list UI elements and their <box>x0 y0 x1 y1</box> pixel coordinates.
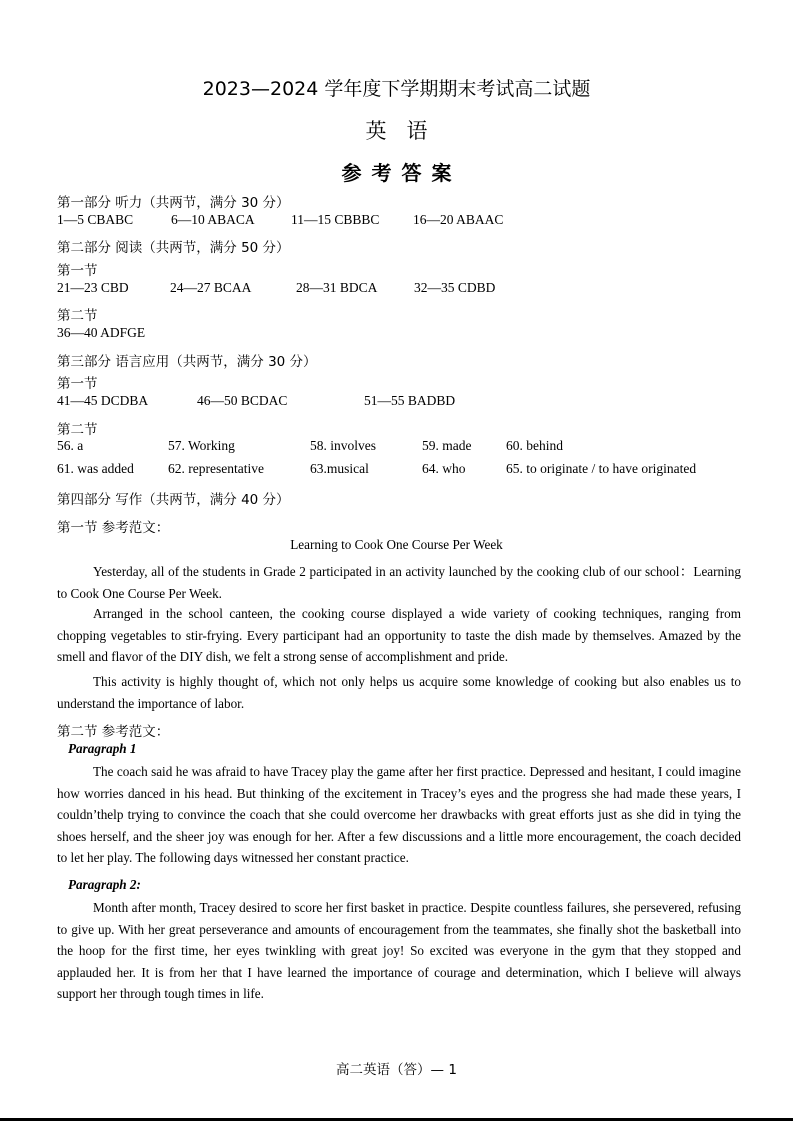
essay-paragraph <box>57 671 741 714</box>
essay-paragraph-text: Arranged in the school canteen, the cooking course displayed a wide variety of cooking techniques, ranging from chopping vegetables to stir-frying. Every participant had an opportunity to taste the dish made by themselves. Amazed by the smell and flavor of the DIY dish, we felt a strong sense of accomplishment and pride. <box>57 606 741 665</box>
part3-answer: 61. was added <box>57 461 134 476</box>
paragraph1-text: The coach said he was afraid to have Tracey play the game after her first practice. Depressed and hesitant, I could imagine how worries danced in his head. But thinking of the excitement in Tracey’s eyes and the progress she had made these years, I couldn’thelp trying to convince the coach that she could overcome her drawbacks with great efforts just as she did in tying the shoes herself, and the sheer joy was enough for her. After a few discussions and a little more encouragement, the coach decided to let her play. The following days witnessed her constant practice. <box>57 764 741 866</box>
part4-section1-label: 第一节 参考范文： <box>57 520 170 536</box>
essay-paragraph-text: This activity is highly thought of, which not only helps us acquire some knowledge of cooking but also enables us to understand the importance of labor. <box>57 674 741 711</box>
essay-paragraph-text: Yesterday, all of the students in Grade 2 participated in an activity launched by the cooking club of our school：Learning to Cook One Course Per Week. <box>57 564 741 601</box>
part3-answer: 58. involves <box>310 438 376 453</box>
essay-paragraph <box>57 603 741 668</box>
part3-section1-label: 第一节 <box>57 376 98 392</box>
part1-answer: 11—15 CBBBC <box>291 212 380 227</box>
part2-answer: 32—35 CDBD <box>414 280 496 295</box>
part3-answer: 57. Working <box>168 438 235 453</box>
part2-answer: 21—23 CBD <box>57 280 129 295</box>
paragraph1-label: Paragraph 1 <box>68 741 137 756</box>
subject-title: 英语 <box>365 119 448 143</box>
essay-title: Learning to Cook One Course Per Week <box>290 537 503 552</box>
part3-answer: 51—55 BADBD <box>364 393 456 408</box>
part3-answer: 62. representative <box>168 461 264 476</box>
part2-section1-label: 第一节 <box>57 263 98 279</box>
part3-answer: 60. behind <box>506 438 563 453</box>
part1-heading: 第一部分 听力（共两节，满分 30 分） <box>57 195 290 211</box>
paragraph2-text: Month after month, Tracey desired to score her first basket in practice. Despite countless failures, she persevered, refusing to give up. With her great perseverance and amounts of encouragement from the teammates, she finally shot the basketball into the hoop for the first time, her eyes twinkling with great joy! So excited was everyone in the gym that they stopped and applauded her. It is from her that I have learned the importance of courage and determination, which I believe will always support her through tough times in life. <box>57 900 741 1002</box>
part1-answer: 1—5 CBABC <box>57 212 134 227</box>
part3-section2-label: 第二节 <box>57 422 98 438</box>
part3-answer: 64. who <box>422 461 466 476</box>
part4-section2-label: 第二节 参考范文： <box>57 724 170 740</box>
part2-heading: 第二部分 阅读（共两节，满分 50 分） <box>57 240 290 256</box>
part3-answer: 56. a <box>57 438 84 453</box>
part3-answer: 46—50 BCDAC <box>197 393 288 408</box>
bottom-rule <box>0 1118 793 1121</box>
part4-heading: 第四部分 写作（共两节，满分 40 分） <box>57 492 290 508</box>
answer-key-title: 参考答案 <box>341 161 462 185</box>
page-footer: 高二英语（答）— 1 <box>336 1062 457 1078</box>
part2-section2-label: 第二节 <box>57 308 98 324</box>
continuation-paragraph-1 <box>57 761 741 869</box>
continuation-paragraph-2 <box>57 897 741 1005</box>
part2-answer: 28—31 BDCA <box>296 280 378 295</box>
part2-answer: 36—40 ADFGE <box>57 325 146 340</box>
part3-answer: 41—45 DCDBA <box>57 393 149 408</box>
part1-answer: 16—20 ABAAC <box>413 212 504 227</box>
part1-answer: 6—10 ABACA <box>171 212 255 227</box>
part2-answer: 24—27 BCAA <box>170 280 252 295</box>
part3-answer: 59. made <box>422 438 472 453</box>
exam-title: 2023—2024 学年度下学期期末考试高二试题 <box>202 78 591 100</box>
part3-answer: 63.musical <box>310 461 369 476</box>
part3-heading: 第三部分 语言应用（共两节，满分 30 分） <box>57 354 317 370</box>
part3-answer: 65. to originate / to have originated <box>506 461 697 476</box>
paragraph2-label: Paragraph 2: <box>68 877 141 892</box>
essay-paragraph <box>57 561 741 604</box>
